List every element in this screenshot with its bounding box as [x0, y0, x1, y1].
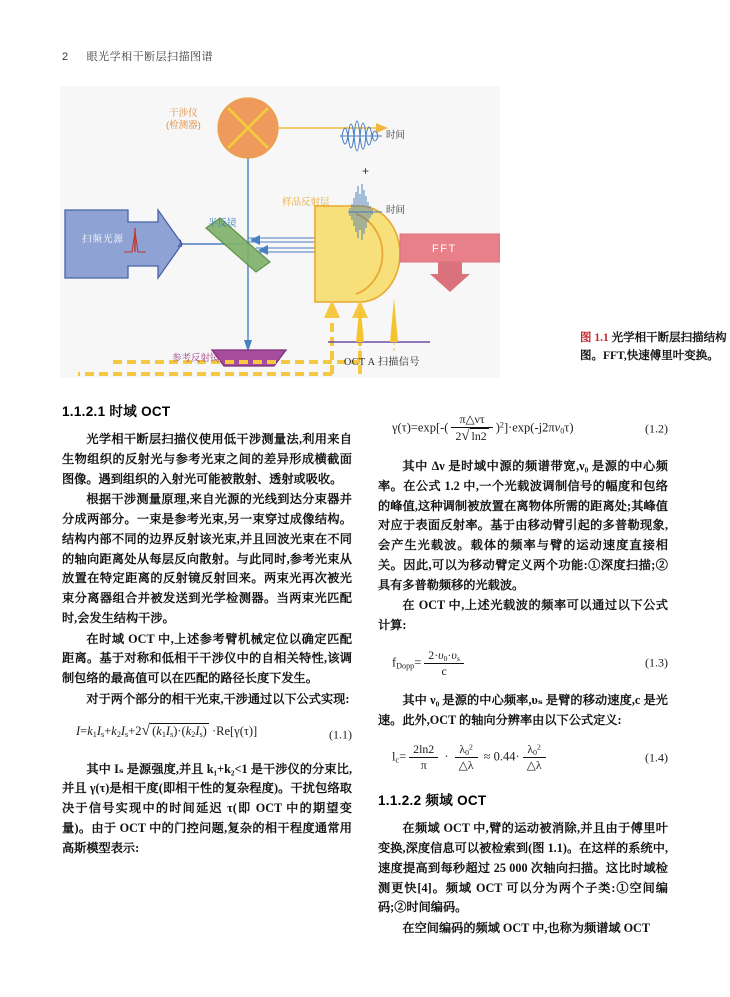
interferometer-label: [166, 108, 201, 132]
figure-canvas: [60, 86, 500, 378]
equation-1-3: [378, 648, 668, 679]
paragraph: 其中 ν₀ 是源的中心频率,υₛ 是臂的移动速度,c 是光速。此外,OCT 的轴向分辨率由以下公式定义:: [378, 692, 668, 727]
paragraph: 光学相干断层扫描仪使用低干涉测量法,利用来自生物组织的反射光与参考光束之间的差异形成横截面图像。遇到组织的入射光可能被散射、透射或吸收。: [62, 432, 352, 486]
equation-1-2: [378, 412, 668, 445]
light-source-label: 扫频光源: [82, 234, 125, 245]
section-heading-1-1-2-2: 1.1.2.2 频域 OCT: [378, 793, 487, 809]
paragraph: 根据干涉测量原理,来自光源的光线到达分束器并分成两部分。一束是参考光束,另一束穿过成像结构。结构内部不同的边界反射该光束,并且回波光束在不同的轴向距离处从每层反向散射。与此同时,参考光束从放置在特定距离的反射镜反射回来。两束光再次被光束分离器组合并被发送到光学检测器。当两束光匹配时,会发生结构干涉。: [62, 492, 352, 625]
paragraph: 在空间编码的频域 OCT 中,也称为频谱域 OCT: [402, 921, 650, 936]
paragraph: 其中 Iₛ 是源强度,并且 k₁+k₂<1 是干涉仪的分束比,并且 γ(τ)是相干度(即相干性的复杂程度)。干扰包络取决于信号实现中的时间延迟 τ(即 OCT 中的期望变量)。由于 OCT 中的门控问题,复杂的相干程度通常用高斯模型表示:: [62, 761, 352, 855]
equation-1-2-number: (1.2): [645, 421, 668, 435]
equation-1-4-body: $l_c=$ $\frac{2\ln 2}{\pi}$ · $\frac{\lambda_0^2}{\triangle\lambda}$ ≈ 0.44· $\frac{\lambda_0^2}{\triangle\lambda}$: [392, 742, 549, 773]
figure-1-1: [60, 86, 727, 378]
time-axis-label-1: 时间: [386, 130, 406, 141]
left-column: [62, 400, 352, 860]
plus-sign: +: [362, 164, 370, 178]
equation-1-2-body: γ(τ)=exp[-( $\frac{\pi\triangle\nu\tau}{2√ \ln 2}$ )$^2]\cdot\exp(-j2\pi\nu_0\tau)$: [392, 412, 574, 444]
right-column: [378, 400, 668, 940]
oct-a-scan-label: OCT A 扫描信号: [344, 357, 420, 368]
figure-diagram: [60, 86, 500, 378]
equation-1-1-body: $I=k_1I_s+k_2I_s+2√$ $(k_1I_s)\cdot(k_2I_s) \cdot Re[\gamma(\tau)]$: [76, 721, 258, 739]
reference-mirror-label: 参考反射镜: [172, 353, 220, 364]
book-title: 眼光学相干断层扫描图谱: [86, 51, 214, 63]
fft-box-label: FFT: [432, 243, 457, 255]
equation-1-1-number: (1.1): [329, 727, 352, 742]
beam-splitter-label: 半反镜: [208, 218, 237, 229]
lambda-symbol: λ: [178, 238, 183, 250]
paragraph: 对于两个部分的相干光束,干涉通过以下公式实现:: [86, 691, 350, 706]
equation-1-4-number: (1.4): [645, 750, 668, 765]
paragraph: 在时域 OCT 中,上述参考臂机械定位以确定匹配距离。基于对称和低相干干涉仪中的自相关特性,该调制包络的最高值可以在匹配的路径长度下发生。: [62, 631, 352, 686]
paragraph: 在频域 OCT 中,臂的运动被消除,并且由于傅里叶变换,深度信息可以被检索到(图 1.1)。在这样的系统中,速度提高到每秒超过 25 000 次轴向扫描。这比时域检测更快[4]。频域 OCT 可以分为两个子类:①空间编码;②时间编码。: [378, 821, 668, 915]
figure-caption-text: 光学相干断层扫描结构图。FFT,快速傅里叶变换。: [580, 332, 727, 362]
interferometer-label-line1: 干涉仪: [169, 108, 198, 119]
section-heading-1-1-2-1: 1.1.2.1 时域 OCT: [62, 404, 171, 419]
running-head: [62, 48, 213, 64]
paragraph: 在 OCT 中,上述光载波的频率可以通过以下公式计算:: [378, 598, 668, 633]
page-number: 2: [62, 51, 69, 63]
equation-1-3-body: $f_{Dopp}=$ $\frac{2\cdot\upsilon_0\cdot\upsilon_s}{c}$: [392, 648, 467, 679]
sample-layer-label: 样品反射层: [282, 197, 330, 208]
figure-caption: [580, 330, 730, 366]
paragraph: 其中 Δν 是时域中源的频谱带宽,ν₀ 是源的中心频率。在公式 1.2 中,一个光载波调制信号的幅度和包络的峰值,这种调制被放置在离物体所需的距离处;其峰值对应于表面反射率。基于由移动臂引起的多普勒现象,会产生光载波。载体的频率与臂的运动速度直接相关。因此,可以为移动臂定义两个功能:①深度扫描;②具有多普勒频移的光载波。: [378, 459, 668, 592]
figure-caption-number: 图 1.1: [580, 332, 609, 344]
interferometer-label-line2: (检测器): [166, 119, 201, 131]
equation-1-4: [378, 742, 668, 773]
equation-1-3-number: (1.3): [645, 655, 668, 670]
equation-1-1: [62, 722, 352, 748]
time-axis-label-2: 时间: [386, 205, 406, 216]
